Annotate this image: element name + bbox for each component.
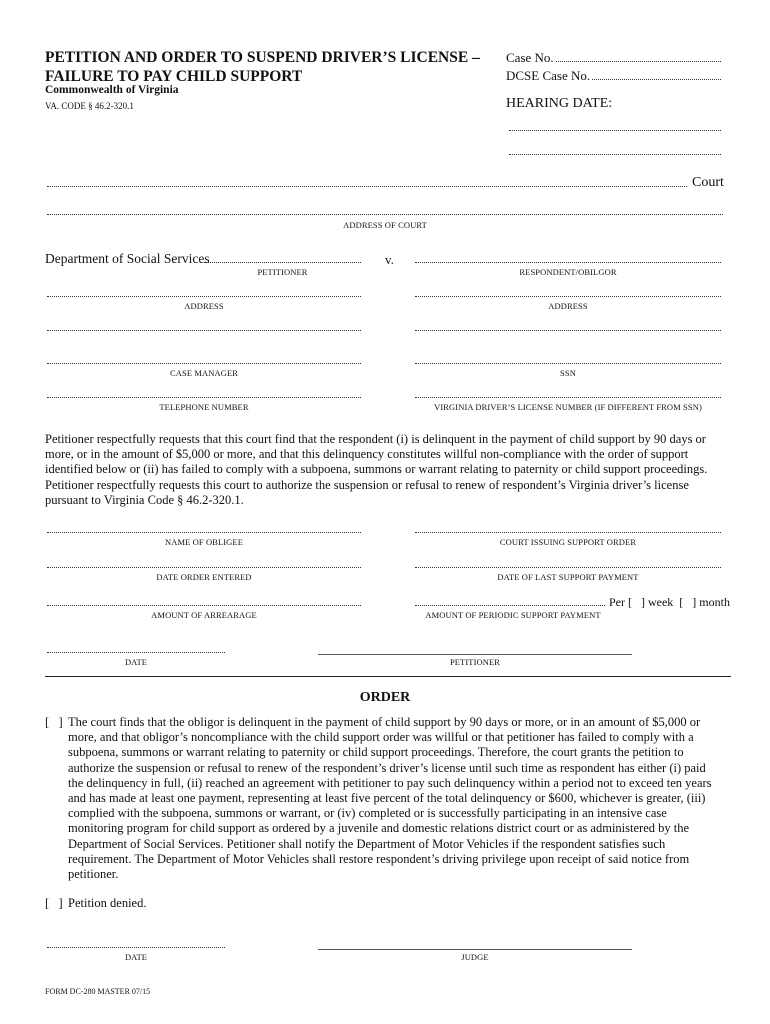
commonwealth-label: Commonwealth of Virginia xyxy=(45,84,179,96)
order-paragraph xyxy=(68,715,738,882)
date-entered-label: DATE ORDER ENTERED xyxy=(156,572,252,582)
respondent-address-field[interactable] xyxy=(415,296,721,297)
dcse-case-no-label: DCSE Case No. xyxy=(506,68,591,83)
arrearage-field[interactable] xyxy=(47,605,361,606)
obligee-field[interactable] xyxy=(47,532,361,533)
petition-date-field[interactable] xyxy=(47,652,225,653)
telephone-field[interactable] xyxy=(47,397,361,398)
ssn-field[interactable] xyxy=(415,363,721,364)
section-divider xyxy=(45,676,731,677)
hearing-date-field-1[interactable] xyxy=(509,130,721,131)
petition-line: identified below or (ii) has failed to comply with a subpoena, summons or warrant relating to paternity or child support proceedings. xyxy=(45,462,708,477)
petitioner-address-label: ADDRESS xyxy=(184,301,224,311)
court-address-field[interactable] xyxy=(47,214,723,215)
order-line: monitoring program for child support as ordered by a juvenile and domestic relations district court or as administered by the xyxy=(68,821,690,836)
court-issuing-field[interactable] xyxy=(415,532,721,533)
grant-checkbox[interactable]: [ ] xyxy=(45,715,63,729)
order-date-label: DATE xyxy=(124,952,148,962)
last-payment-label: DATE OF LAST SUPPORT PAYMENT xyxy=(497,572,639,582)
court-issuing-label: COURT ISSUING SUPPORT ORDER xyxy=(499,537,637,547)
order-line: subpoena, summons or warrant relating to paternity or child support proceedings. Therefore, the court grants the petition to xyxy=(68,745,684,760)
respondent-address-field-2[interactable] xyxy=(415,330,721,331)
petitioner-label: PETITIONER xyxy=(257,267,308,277)
petitioner-address-field-2[interactable] xyxy=(47,330,361,331)
petition-paragraph xyxy=(45,432,735,508)
petitioner-signature-label: PETITIONER xyxy=(449,657,501,667)
per-week-month-checkboxes[interactable]: Per [ ] week [ ] month xyxy=(609,595,730,609)
license-field[interactable] xyxy=(415,397,721,398)
address-of-court-label: ADDRESS OF COURT xyxy=(343,220,427,230)
petitioner-name: Department of Social Services xyxy=(45,251,210,266)
court-label: Court xyxy=(692,175,724,190)
petitioner-address-field[interactable] xyxy=(47,296,361,297)
order-line: and has made at least one payment, representing at least five percent of the total delinquency or $600, whichever is greater, (iii) xyxy=(68,791,706,806)
arrearage-label: AMOUNT OF ARREARAGE xyxy=(151,610,257,620)
order-line: petitioner. xyxy=(68,867,119,882)
court-name-field[interactable] xyxy=(47,186,687,187)
petitioner-signature-line[interactable] xyxy=(318,654,632,655)
petition-line: more, or in the amount of $5,000 or more, and that this delinquency constitutes willful non-compliance with the order of support xyxy=(45,447,689,462)
case-no-field[interactable] xyxy=(556,61,721,62)
order-line: authorize the suspension or refusal to renew of the respondent’s driver’s license until such time as respondent has either (i) paid xyxy=(68,760,706,775)
telephone-label: TELEPHONE NUMBER xyxy=(159,402,249,412)
order-line: Department of Social Services. Petitioner shall notify the Department of Motor Vehicles if the respondent satisfies such xyxy=(68,836,666,851)
case-no-label: Case No. xyxy=(506,50,554,65)
order-date-field[interactable] xyxy=(47,947,225,948)
date-entered-field[interactable] xyxy=(47,567,361,568)
ssn-label: SSN xyxy=(560,368,576,378)
license-label: VIRGINIA DRIVER’S LICENSE NUMBER (IF DIFFERENT FROM SSN) xyxy=(434,402,702,412)
va-code-label: VA. CODE § 46.2-320.1 xyxy=(45,101,134,111)
order-line: more, and that obligor’s noncompliance with the child support order was willful or that petitioner has failed to comply with a xyxy=(68,730,694,745)
order-line: complied with the subpoena, summons or warrant, or (iv) completed or is successfully participating in an intensive case xyxy=(68,806,667,821)
case-manager-label: CASE MANAGER xyxy=(169,368,239,378)
petition-denied-text: Petition denied. xyxy=(68,896,147,910)
last-payment-field[interactable] xyxy=(415,567,721,568)
petition-date-label: DATE xyxy=(124,657,148,667)
judge-signature-line[interactable] xyxy=(318,949,632,950)
hearing-date-field-2[interactable] xyxy=(509,154,721,155)
respondent-address-label: ADDRESS xyxy=(548,301,588,311)
order-line: requirement. The Department of Motor Vehicles shall restore respondent’s driving privilege upon receipt of said notice from xyxy=(68,851,690,866)
order-heading: ORDER xyxy=(359,690,411,705)
petitioner-field[interactable] xyxy=(204,262,361,263)
dcse-case-no-field[interactable] xyxy=(592,79,721,80)
judge-signature-label: JUDGE xyxy=(461,952,489,962)
petition-line: Petitioner respectfully requests that this court find that the respondent (i) is delinquent in the payment of child support by 90 days or xyxy=(45,432,706,446)
petition-line: pursuant to Virginia Code § 46.2-320.1. xyxy=(45,492,244,507)
order-line: the delinquency in full, (ii) reached an agreement with petitioner to pay such delinquency within a period not to exceed ten years xyxy=(68,775,712,790)
denied-checkbox[interactable]: [ ] xyxy=(45,896,63,910)
respondent-label: RESPONDENT/OBILGOR xyxy=(519,267,617,277)
form-id: FORM DC-280 MASTER 07/15 xyxy=(45,987,151,996)
obligee-label: NAME OF OBLIGEE xyxy=(165,537,243,547)
form-title-line-2: FAILURE TO PAY CHILD SUPPORT xyxy=(45,68,303,85)
case-manager-field[interactable] xyxy=(47,363,361,364)
hearing-date-label: HEARING DATE: xyxy=(506,96,613,111)
versus-label: v. xyxy=(385,252,394,267)
order-line: The court finds that the obligor is delinquent in the payment of child support by 90 days or more, or in an amount of $5,000 or xyxy=(68,715,701,729)
petition-line: Petitioner respectfully requests this court to authorize the suspension or refusal to renew of respondent’s Virginia driver’s license xyxy=(45,477,689,492)
respondent-field[interactable] xyxy=(415,262,721,263)
form-title-line-1: PETITION AND ORDER TO SUSPEND DRIVER’S LICENSE – xyxy=(45,49,480,66)
periodic-payment-label: AMOUNT OF PERIODIC SUPPORT PAYMENT xyxy=(425,610,601,620)
periodic-payment-field[interactable] xyxy=(415,605,605,606)
